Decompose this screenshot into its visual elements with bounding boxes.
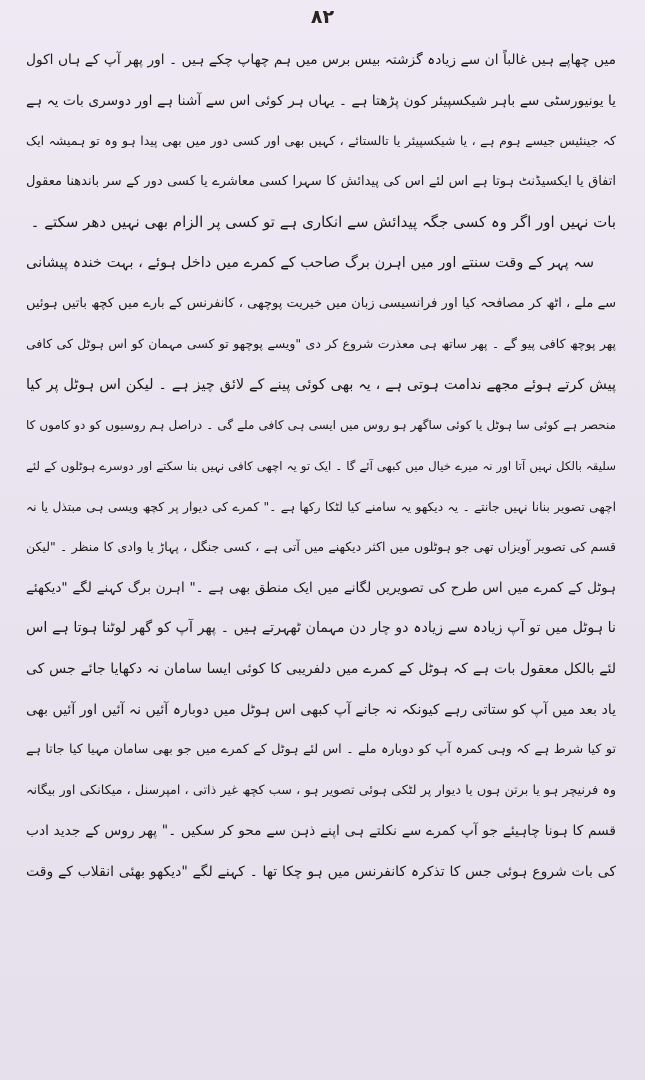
text-line: سہ پہر کے وقت سنتے اور میں اہرن برگ صاحب کے کمرے میں داخل ہوئے ، بہت خندہ پیشانی [26,254,594,271]
text-line: اچھی تصویر بنانا نہیں جانتے ۔ یہ دیکھو یہ سامنے کیا لٹکا رکھا ہے ۔" کمرے کی دیوار پر کچھ ویسی ہی مبتذل یا نہ [26,499,616,514]
text-line: ہوٹل کے کمرے میں اس طرح کی تصویریں لگانے میں ایک منطق بھی ہے ۔" اہرن برگ کہنے لگے "دیکھئے [26,579,616,596]
text-line: تو کیا شرط ہے کہ وہی کمرہ آپ کو دوبارہ ملے ۔ اس لئے ہوٹل کے کمرے میں جو بھی سامان مہیا کیا جاتا ہے [26,742,616,758]
text-line: وہ فرنیچر ہو یا برتن ہوں یا دیوار پر لٹکی ہوئی تصویر ہو ، سب کچھ غیر ذاتی ، امپرسنل ، میکانکی اور بیگانہ [26,782,616,798]
text-line: قسم کی تصویر آویزاں تھی جو ہوٹلوں میں اکثر دیکھنے میں آتی ہے ، کسی جنگل ، پہاڑ یا وادی کا منظر ۔ "لیکن [26,539,616,555]
text-line: یاد بعد میں آپ کو ستاتی رہے کیونکہ نہ جانے آپ کبھی اس ہوٹل میں دوبارہ آئیں نہ آئیں اور آئیں بھی [26,701,616,718]
text-line: یا یونیورسٹی سے باہر شیکسپیئر کون پڑھتا ہے ۔ یہاں ہر کوئی اس سے آشنا ہے اور دوسری بات یہ ہے [26,92,616,109]
paragraph-1 [26,40,616,243]
text-line: بات نہیں اور اگر وہ کسی جگہ پیدائش سے انکاری ہے تو کسی پر الزام بھی نہیں دھر سکتے ۔ [30,213,616,232]
text-line: منحصر ہے کوئی سا ہوٹل یا کوئی ساگھر ہو روس میں ایسی ہی کافی ملے گی ۔ دراصل ہم روسیوں کو دو کاموں کا [26,418,616,433]
text-line: سلیقہ بالکل نہیں آتا اور نہ میرے خیال میں کبھی آئے گا ۔ ایک تو یہ اچھی کافی نہیں بنا سکتے اور دوسرے ہوٹلوں کے لئے [26,458,616,473]
text-line: لئے بالکل معقول بات ہے کہ ہوٹل کے کمرے میں دلفریبی کا کوئی ایسا سامان نہ دکھایا جائے جس کی [26,660,616,677]
text-line: کہ جینئیس جیسے ہوم ہے ، یا شیکسپیئر یا تالستائے ، کہیں بھی اور کسی دور میں بھی پیدا ہو وہ تو ہمیشہ ایک [26,133,616,149]
text-line: کی بات شروع ہوئی جس کا تذکرہ کانفرنس میں ہو چکا تھا ۔ کہنے لگے "دیکھو بھئی انقلاب کے وقت [26,863,616,880]
text-line: پیش کرتے ہوئے مجھے ندامت ہوتی ہے ، یہ بھی کوئی پینے کے لائق چیز ہے ۔ لیکن اس ہوٹل پر کیا [26,376,616,393]
text-line: اتفاق یا ایکسیڈنٹ ہوتا ہے اس لئے اس کی پیدائش کا سہرا کسی معاشرے یا کسی دور کے سر باندھنا معقول [26,173,616,189]
text-line: نا ہوٹل میں تو آپ زیادہ سے زیادہ دو چار دن مہمان ٹھہرتے ہیں ۔ پھر آپ کو گھر لوٹنا ہوتا ہے اس [26,620,616,637]
text-line: قسم کا ہونا چاہیئے جو آپ کمرے سے نکلتے ہی اپنے ذہن سے محو کر سکیں ۔" پھر روس کے جدید ادب [26,823,616,840]
body-text [26,40,616,892]
text-line: میں چھاپے ہیں غالباً ان سے زیادہ گزشتہ بیس برس میں ہم چھاپ چکے ہیں ۔ اور پھر آپ کے ہاں اکول [26,52,616,68]
text-line: سے ملے ، اٹھ کر مصافحہ کیا اور فرانسیسی زبان میں خیریت پوچھی ، کانفرنس کے بارے میں کچھ باتیں ہوئیں [26,295,616,311]
page-number: ۸۲ [310,6,335,28]
paragraph-2 [26,243,616,893]
text-line: پھر پوچھ کافی پیو گے ۔ پھر ساتھ ہی معذرت شروع کر دی "ویسے پوچھو تو کسی مہمان کو اس ہوٹل کی کافی [26,336,616,352]
